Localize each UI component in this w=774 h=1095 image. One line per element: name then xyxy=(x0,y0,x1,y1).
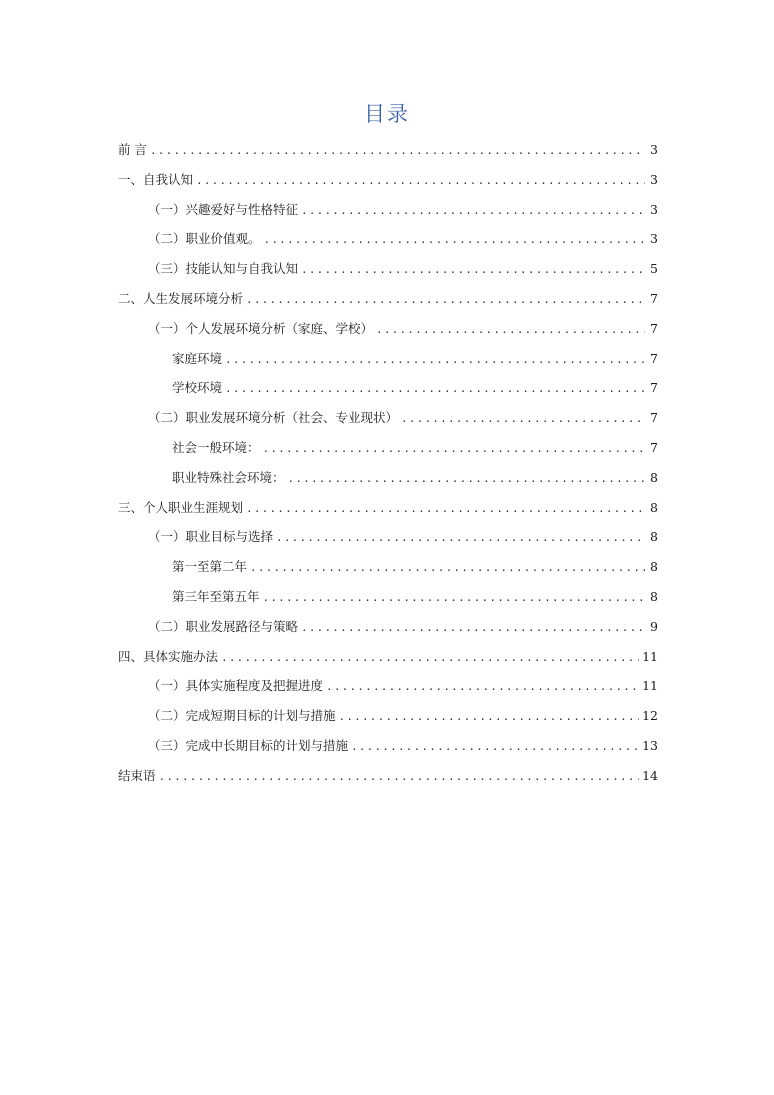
toc-entry-page-number: 7 xyxy=(650,439,658,455)
toc-dot-leader xyxy=(263,588,645,608)
toc-entry-label: （一）兴趣爱好与性格特征 xyxy=(148,201,299,217)
toc-entry[interactable] xyxy=(118,647,658,677)
toc-entry-label: （二）职业发展环境分析（社会、专业现状） xyxy=(148,410,399,426)
toc-entry[interactable] xyxy=(118,349,658,379)
toc-entry-label: （三）完成中长期目标的计划与措施 xyxy=(148,737,349,753)
toc-entry[interactable] xyxy=(118,289,658,319)
toc-dot-leader xyxy=(225,379,645,399)
toc-entry-page-number: 7 xyxy=(650,350,658,366)
toc-entry-label: （二）完成短期目标的计划与措施 xyxy=(148,708,336,724)
toc-entry-page-number: 11 xyxy=(642,678,658,694)
toc-entry-label: 前 言 xyxy=(118,142,147,157)
toc-entry[interactable] xyxy=(118,438,658,468)
toc-dot-leader xyxy=(196,171,645,191)
toc-entry[interactable] xyxy=(118,617,658,647)
toc-entry-page-number: 8 xyxy=(650,588,658,604)
toc-entry-page-number: 3 xyxy=(650,201,658,217)
toc-entry[interactable] xyxy=(118,676,658,706)
toc-entry[interactable] xyxy=(118,229,658,259)
toc-entry[interactable] xyxy=(118,319,658,349)
toc-entry[interactable] xyxy=(118,259,658,289)
toc-entry[interactable] xyxy=(118,468,658,498)
toc-dot-leader xyxy=(150,141,645,161)
toc-entry[interactable] xyxy=(118,706,658,736)
toc-entry[interactable] xyxy=(118,408,658,438)
toc-entry-page-number: 3 xyxy=(650,142,658,157)
toc-entry-page-number: 12 xyxy=(642,708,658,724)
toc-dot-leader xyxy=(339,707,640,727)
toc-entry-label: 四、具体实施办法 xyxy=(118,648,219,664)
toc-dot-leader xyxy=(326,677,639,697)
toc-entry[interactable] xyxy=(118,527,658,557)
toc-entry-page-number: 7 xyxy=(650,290,658,306)
toc-dot-leader xyxy=(246,290,645,310)
toc-entry-label: 结束语 xyxy=(118,767,156,783)
toc-dot-leader xyxy=(276,528,645,548)
toc-title: 目录 xyxy=(364,102,410,126)
toc-entry[interactable] xyxy=(118,498,658,528)
toc-entry-label: 职业特殊社会环境： xyxy=(172,469,285,485)
toc-dot-leader xyxy=(263,439,645,459)
toc-entry-label: 第一至第二年 xyxy=(172,559,248,575)
toc-entry[interactable] xyxy=(118,587,658,617)
toc-dot-leader xyxy=(250,558,645,578)
toc-dot-leader xyxy=(264,230,645,250)
toc-dot-leader xyxy=(221,648,639,668)
toc-dot-leader xyxy=(301,260,645,280)
toc-entry-label: 社会一般环境： xyxy=(172,439,260,455)
toc-entry-label: （一）个人发展环境分析（家庭、学校） xyxy=(148,320,374,336)
toc-entry-label: 二、人生发展环境分析 xyxy=(118,290,244,306)
toc-entry-label: （一）具体实施程度及把握进度 xyxy=(148,678,324,694)
toc-entry-page-number: 7 xyxy=(650,320,658,336)
toc-entry-page-number: 13 xyxy=(642,737,658,753)
toc-entry-page-number: 8 xyxy=(650,559,658,575)
toc-entry-label: （一）职业目标与选择 xyxy=(148,529,274,545)
toc-entry-label: 家庭环境 xyxy=(172,350,223,366)
toc-entry[interactable] xyxy=(118,170,658,200)
toc-entry[interactable] xyxy=(118,200,658,230)
toc-entry-label: （三）技能认知与自我认知 xyxy=(148,261,299,277)
toc-entry-label: （二）职业发展路径与策略 xyxy=(148,618,299,634)
toc-entry-page-number: 3 xyxy=(650,231,658,247)
toc-entry-label: （二）职业价值观。 xyxy=(148,231,261,247)
toc-entry[interactable] xyxy=(118,140,658,170)
toc-entry-page-number: 3 xyxy=(650,171,658,187)
toc-entry-page-number: 5 xyxy=(650,261,658,277)
toc-entry-label: 第三年至第五年 xyxy=(172,588,260,604)
toc-dot-leader xyxy=(401,409,645,429)
toc-entry-label: 学校环境 xyxy=(172,380,223,396)
toc-dot-leader xyxy=(225,350,645,370)
toc-entry-page-number: 9 xyxy=(650,618,658,634)
toc-entry-page-number: 8 xyxy=(650,529,658,545)
toc-entry-page-number: 14 xyxy=(642,767,658,783)
toc-entry-page-number: 7 xyxy=(650,380,658,396)
toc-entry[interactable] xyxy=(118,557,658,587)
toc-entry-page-number: 8 xyxy=(650,469,658,485)
toc-entry[interactable] xyxy=(118,736,658,766)
toc-dot-leader xyxy=(301,201,645,221)
toc-dot-leader xyxy=(376,320,645,340)
toc-entry-label: 一、自我认知 xyxy=(118,171,194,187)
toc-entry[interactable] xyxy=(118,378,658,408)
toc-dot-leader xyxy=(301,618,645,638)
toc-dot-leader xyxy=(351,737,639,757)
toc-entry-label: 三、个人职业生涯规划 xyxy=(118,499,244,515)
toc-entry-page-number: 7 xyxy=(650,410,658,426)
table-of-contents xyxy=(118,140,658,796)
toc-entry-page-number: 11 xyxy=(642,648,658,664)
toc-dot-leader xyxy=(159,767,640,787)
toc-entry-page-number: 8 xyxy=(650,499,658,515)
toc-entry[interactable] xyxy=(118,766,658,796)
toc-dot-leader xyxy=(288,469,645,489)
toc-dot-leader xyxy=(246,499,645,519)
